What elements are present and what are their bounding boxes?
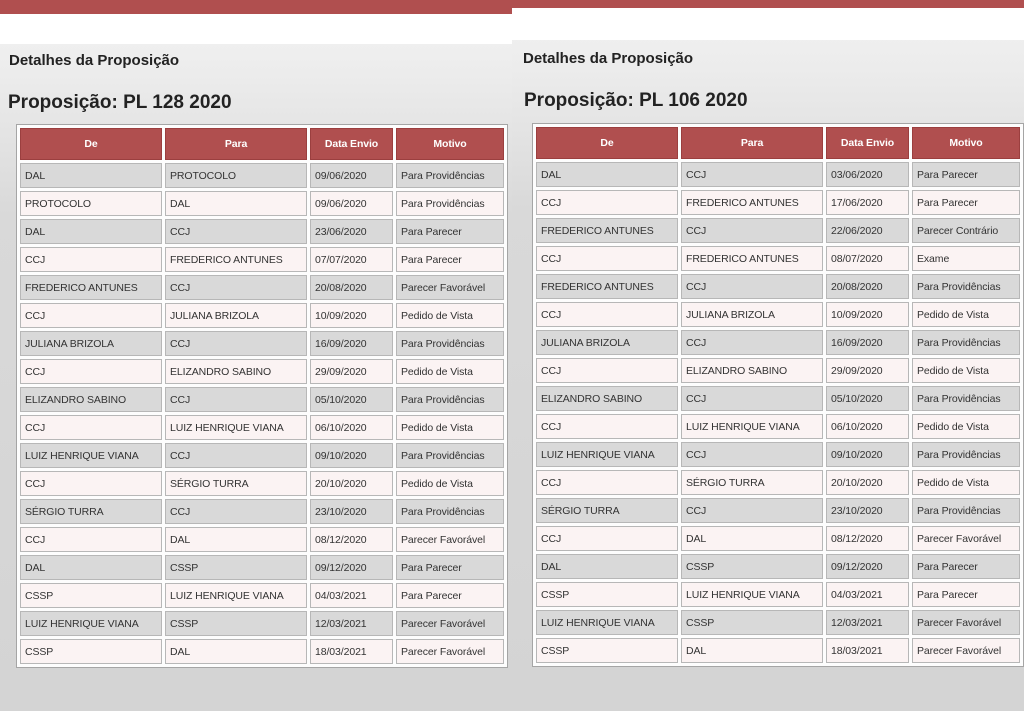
cell-de: SÉRGIO TURRA — [20, 499, 162, 524]
cell-data-envio: 09/06/2020 — [310, 163, 393, 188]
cell-data-envio: 22/06/2020 — [826, 218, 909, 243]
cell-motivo: Para Providências — [396, 191, 504, 216]
cell-data-envio: 18/03/2021 — [310, 639, 393, 664]
cell-motivo: Parecer Favorável — [396, 639, 504, 664]
cell-de: CCJ — [536, 526, 678, 551]
cell-para: CCJ — [165, 443, 307, 468]
cell-motivo: Para Parecer — [396, 555, 504, 580]
cell-de: FREDERICO ANTUNES — [536, 218, 678, 243]
cell-motivo: Parecer Favorável — [396, 275, 504, 300]
cell-para: CSSP — [681, 610, 823, 635]
cell-data-envio: 16/09/2020 — [310, 331, 393, 356]
cell-de: CCJ — [536, 358, 678, 383]
table-row — [20, 443, 504, 468]
cell-motivo: Parecer Favorável — [912, 526, 1020, 551]
cell-data-envio: 03/06/2020 — [826, 162, 909, 187]
column-header-de: De — [20, 128, 162, 160]
cell-data-envio: 05/10/2020 — [826, 386, 909, 411]
cell-para: FREDERICO ANTUNES — [681, 246, 823, 271]
cell-de: LUIZ HENRIQUE VIANA — [536, 442, 678, 467]
cell-para: DAL — [165, 639, 307, 664]
cell-motivo: Para Parecer — [912, 582, 1020, 607]
table-row — [536, 246, 1020, 271]
cell-data-envio: 23/10/2020 — [310, 499, 393, 524]
cell-de: CCJ — [20, 247, 162, 272]
cell-de: CCJ — [536, 246, 678, 271]
table-header-row — [20, 128, 504, 160]
table-row — [20, 639, 504, 664]
cell-motivo: Para Parecer — [396, 219, 504, 244]
table-row — [20, 471, 504, 496]
table-row — [536, 218, 1020, 243]
cell-para: CCJ — [681, 386, 823, 411]
cell-data-envio: 12/03/2021 — [826, 610, 909, 635]
cell-para: CCJ — [681, 442, 823, 467]
cell-data-envio: 23/06/2020 — [310, 219, 393, 244]
cell-de: CSSP — [20, 639, 162, 664]
cell-motivo: Pedido de Vista — [912, 358, 1020, 383]
cell-para: JULIANA BRIZOLA — [681, 302, 823, 327]
table-row — [20, 415, 504, 440]
cell-de: PROTOCOLO — [20, 191, 162, 216]
table-row — [20, 247, 504, 272]
proposition-title: Proposição: PL 128 2020 — [8, 92, 232, 113]
cell-para: SÉRGIO TURRA — [165, 471, 307, 496]
table-row — [536, 638, 1020, 663]
cell-data-envio: 20/08/2020 — [826, 274, 909, 299]
cell-data-envio: 16/09/2020 — [826, 330, 909, 355]
cell-de: JULIANA BRIZOLA — [536, 330, 678, 355]
cell-motivo: Parecer Favorável — [912, 610, 1020, 635]
cell-de: CCJ — [536, 190, 678, 215]
cell-motivo: Para Parecer — [912, 554, 1020, 579]
cell-data-envio: 09/10/2020 — [310, 443, 393, 468]
cell-de: CCJ — [536, 470, 678, 495]
cell-data-envio: 29/09/2020 — [826, 358, 909, 383]
cell-para: CCJ — [681, 162, 823, 187]
cell-data-envio: 08/12/2020 — [826, 526, 909, 551]
cell-motivo: Para Providências — [912, 386, 1020, 411]
cell-motivo: Para Providências — [396, 443, 504, 468]
cell-de: LUIZ HENRIQUE VIANA — [20, 443, 162, 468]
cell-de: CCJ — [536, 302, 678, 327]
cell-de: CCJ — [20, 359, 162, 384]
table-row — [20, 583, 504, 608]
table-row — [20, 331, 504, 356]
cell-para: DAL — [681, 638, 823, 663]
cell-motivo: Pedido de Vista — [912, 470, 1020, 495]
cell-de: CCJ — [20, 415, 162, 440]
table-row — [20, 303, 504, 328]
table-row — [20, 527, 504, 552]
proposition-panel-right — [512, 8, 1024, 711]
cell-motivo: Para Parecer — [912, 162, 1020, 187]
cell-para: FREDERICO ANTUNES — [165, 247, 307, 272]
cell-data-envio: 10/09/2020 — [310, 303, 393, 328]
table-row — [536, 302, 1020, 327]
table-row — [536, 470, 1020, 495]
cell-data-envio: 09/12/2020 — [826, 554, 909, 579]
panel-top-strip — [0, 14, 512, 44]
cell-para: LUIZ HENRIQUE VIANA — [681, 414, 823, 439]
cell-motivo: Pedido de Vista — [396, 471, 504, 496]
details-heading: Detalhes da Proposição — [9, 52, 180, 69]
cell-para: ELIZANDRO SABINO — [681, 358, 823, 383]
cell-motivo: Pedido de Vista — [396, 359, 504, 384]
cell-para: LUIZ HENRIQUE VIANA — [165, 415, 307, 440]
cell-de: LUIZ HENRIQUE VIANA — [20, 611, 162, 636]
cell-de: DAL — [20, 555, 162, 580]
cell-data-envio: 04/03/2021 — [826, 582, 909, 607]
table-row — [20, 275, 504, 300]
table-row — [536, 610, 1020, 635]
cell-para: PROTOCOLO — [165, 163, 307, 188]
cell-para: ELIZANDRO SABINO — [165, 359, 307, 384]
cell-data-envio: 06/10/2020 — [310, 415, 393, 440]
cell-para: CCJ — [681, 330, 823, 355]
cell-data-envio: 04/03/2021 — [310, 583, 393, 608]
cell-data-envio: 20/10/2020 — [826, 470, 909, 495]
cell-para: CCJ — [165, 219, 307, 244]
cell-para: CSSP — [681, 554, 823, 579]
cell-data-envio: 05/10/2020 — [310, 387, 393, 412]
table-row — [20, 163, 504, 188]
column-header-data-envio: Data Envio — [310, 128, 393, 160]
cell-data-envio: 12/03/2021 — [310, 611, 393, 636]
cell-motivo: Parecer Favorável — [912, 638, 1020, 663]
cell-para: CCJ — [165, 387, 307, 412]
cell-de: FREDERICO ANTUNES — [536, 274, 678, 299]
table-row — [20, 555, 504, 580]
table-row — [20, 359, 504, 384]
cell-para: CCJ — [681, 274, 823, 299]
cell-data-envio: 06/10/2020 — [826, 414, 909, 439]
cell-motivo: Parecer Favorável — [396, 527, 504, 552]
table-row — [536, 386, 1020, 411]
cell-de: DAL — [20, 219, 162, 244]
table-row — [536, 274, 1020, 299]
cell-data-envio: 09/06/2020 — [310, 191, 393, 216]
table-row — [20, 611, 504, 636]
cell-de: ELIZANDRO SABINO — [20, 387, 162, 412]
movements-table — [532, 123, 1024, 667]
column-header-para: Para — [681, 127, 823, 159]
cell-para: CSSP — [165, 555, 307, 580]
details-heading: Detalhes da Proposição — [523, 50, 694, 67]
cell-motivo: Para Parecer — [396, 247, 504, 272]
table-row — [20, 219, 504, 244]
panel-top-strip — [512, 8, 1024, 40]
cell-motivo: Para Providências — [396, 163, 504, 188]
cell-motivo: Para Providências — [912, 442, 1020, 467]
cell-para: JULIANA BRIZOLA — [165, 303, 307, 328]
table-row — [536, 498, 1020, 523]
cell-de: DAL — [20, 163, 162, 188]
cell-motivo: Para Providências — [396, 387, 504, 412]
cell-para: CCJ — [165, 275, 307, 300]
cell-para: CCJ — [681, 218, 823, 243]
table-row — [20, 499, 504, 524]
table-row — [536, 330, 1020, 355]
cell-motivo: Para Parecer — [912, 190, 1020, 215]
cell-motivo: Para Providências — [912, 330, 1020, 355]
cell-data-envio: 20/08/2020 — [310, 275, 393, 300]
cell-de: SÉRGIO TURRA — [536, 498, 678, 523]
cell-data-envio: 29/09/2020 — [310, 359, 393, 384]
header-bar-right — [512, 0, 1024, 8]
cell-data-envio: 17/06/2020 — [826, 190, 909, 215]
movements-table — [16, 124, 508, 668]
table-row — [536, 442, 1020, 467]
table-row — [536, 414, 1020, 439]
cell-data-envio: 08/07/2020 — [826, 246, 909, 271]
cell-data-envio: 20/10/2020 — [310, 471, 393, 496]
column-header-para: Para — [165, 128, 307, 160]
cell-motivo: Para Providências — [396, 499, 504, 524]
table-row — [536, 526, 1020, 551]
cell-para: SÉRGIO TURRA — [681, 470, 823, 495]
cell-data-envio: 18/03/2021 — [826, 638, 909, 663]
cell-motivo: Parecer Contrário — [912, 218, 1020, 243]
cell-motivo: Exame — [912, 246, 1020, 271]
column-header-data-envio: Data Envio — [826, 127, 909, 159]
cell-para: LUIZ HENRIQUE VIANA — [681, 582, 823, 607]
cell-data-envio: 10/09/2020 — [826, 302, 909, 327]
cell-de: CSSP — [536, 638, 678, 663]
cell-motivo: Parecer Favorável — [396, 611, 504, 636]
cell-de: CCJ — [20, 303, 162, 328]
cell-de: FREDERICO ANTUNES — [20, 275, 162, 300]
column-header-motivo: Motivo — [396, 128, 504, 160]
cell-para: DAL — [165, 527, 307, 552]
cell-para: CSSP — [165, 611, 307, 636]
cell-de: CCJ — [536, 414, 678, 439]
cell-motivo: Para Providências — [912, 498, 1020, 523]
table-row — [536, 358, 1020, 383]
cell-para: CCJ — [165, 499, 307, 524]
cell-motivo: Pedido de Vista — [396, 415, 504, 440]
cell-de: DAL — [536, 554, 678, 579]
cell-para: CCJ — [681, 498, 823, 523]
cell-motivo: Para Providências — [396, 331, 504, 356]
cell-motivo: Para Providências — [912, 274, 1020, 299]
cell-de: CSSP — [536, 582, 678, 607]
table-row — [20, 191, 504, 216]
cell-data-envio: 09/10/2020 — [826, 442, 909, 467]
table-row — [536, 582, 1020, 607]
column-header-motivo: Motivo — [912, 127, 1020, 159]
cell-motivo: Para Parecer — [396, 583, 504, 608]
cell-data-envio: 07/07/2020 — [310, 247, 393, 272]
cell-de: LUIZ HENRIQUE VIANA — [536, 610, 678, 635]
cell-motivo: Pedido de Vista — [912, 414, 1020, 439]
cell-motivo: Pedido de Vista — [912, 302, 1020, 327]
table-row — [536, 162, 1020, 187]
cell-motivo: Pedido de Vista — [396, 303, 504, 328]
table-row — [536, 190, 1020, 215]
cell-para: DAL — [165, 191, 307, 216]
cell-para: LUIZ HENRIQUE VIANA — [165, 583, 307, 608]
cell-para: FREDERICO ANTUNES — [681, 190, 823, 215]
column-header-de: De — [536, 127, 678, 159]
cell-data-envio: 08/12/2020 — [310, 527, 393, 552]
cell-de: CSSP — [20, 583, 162, 608]
cell-de: CCJ — [20, 527, 162, 552]
cell-data-envio: 09/12/2020 — [310, 555, 393, 580]
cell-de: ELIZANDRO SABINO — [536, 386, 678, 411]
cell-para: DAL — [681, 526, 823, 551]
cell-para: CCJ — [165, 331, 307, 356]
table-row — [536, 554, 1020, 579]
table-header-row — [536, 127, 1020, 159]
cell-de: DAL — [536, 162, 678, 187]
proposition-title: Proposição: PL 106 2020 — [524, 90, 748, 111]
cell-de: CCJ — [20, 471, 162, 496]
cell-de: JULIANA BRIZOLA — [20, 331, 162, 356]
proposition-panel-left — [0, 14, 512, 711]
table-row — [20, 387, 504, 412]
cell-data-envio: 23/10/2020 — [826, 498, 909, 523]
header-bar-left — [0, 0, 512, 14]
